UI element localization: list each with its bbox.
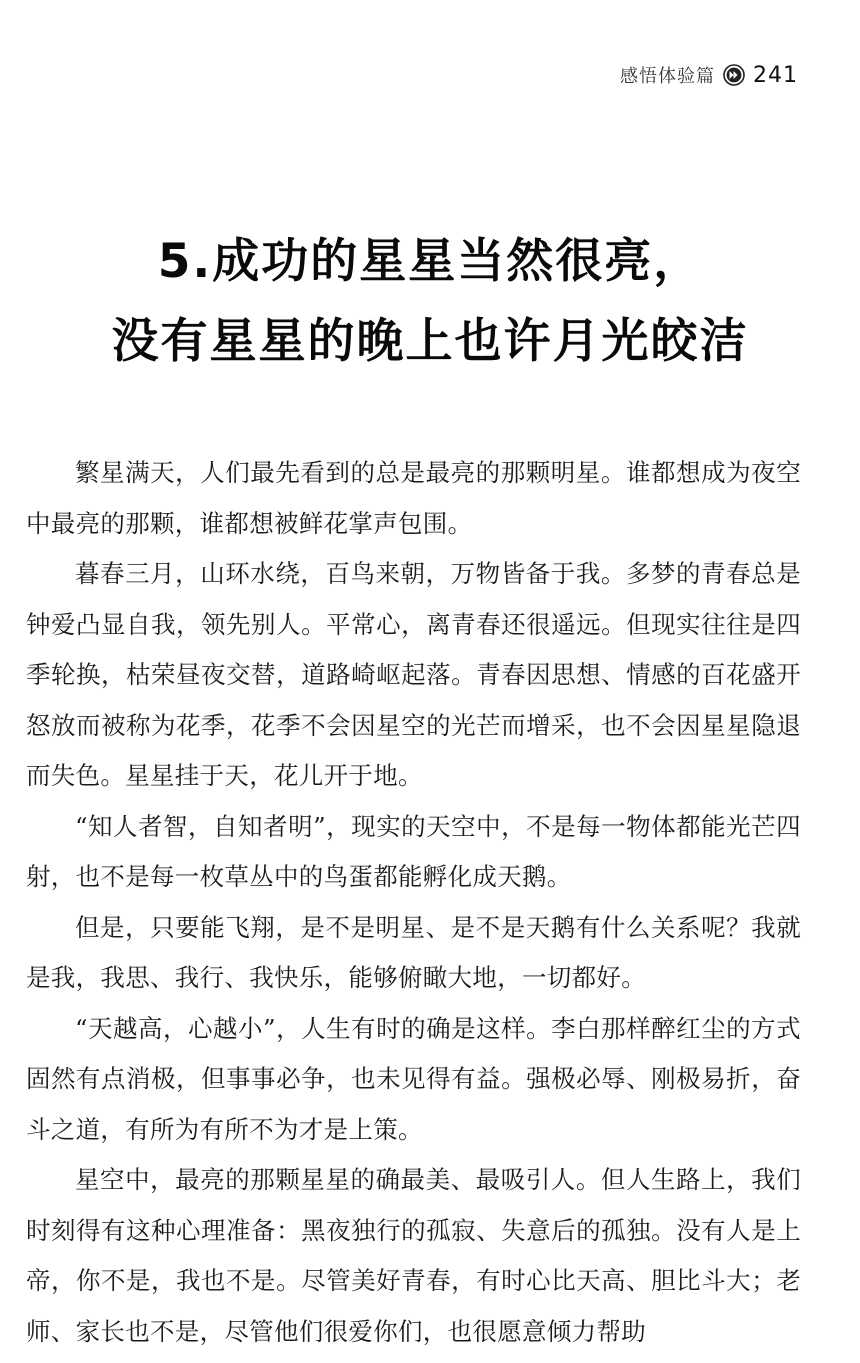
page-header xyxy=(620,62,798,88)
chapter-title-line-1: 5.成功的星星当然很亮， xyxy=(157,234,703,289)
paragraph: 但是，只要能飞翔，是不是明星、是不是天鹅有什么关系呢？我就是我，我思、我行、我快乐，能够俯瞰大地，一切都好。 xyxy=(26,912,801,992)
chapter-title-line-2: 没有星星的晚上也许月光皎洁 xyxy=(111,314,749,369)
body-text xyxy=(26,448,801,1357)
paragraph: 暮春三月，山环水绕，百鸟来朝，万物皆备于我。多梦的青春总是钟爱凸显自我，领先别人。平常心，离青春还很遥远。但现实往往是四季轮换，枯荣昼夜交替，道路崎岖起落。青春因思想、情感的百花盛开怒放而被称为花季，花季不会因星空的光芒而增采，也不会因星星隐退而失色。星星挂于天，花儿开于地。 xyxy=(26,559,801,790)
paragraph: “天越高，心越小”，人生有时的确是这样。李白那样醉红尘的方式固然有点消极，但事事必争，也未见得有益。强极必辱、刚极易折，奋斗之道，有所为有所不为才是上策。 xyxy=(26,1013,801,1144)
paragraph: 星空中，最亮的那颗星星的确最美、最吸引人。但人生路上，我们时刻得有这种心理准备：黑夜独行的孤寂、失意后的孤独。没有人是上帝，你不是，我也不是。尽管美好青春，有时心比天高、胆比斗大；老师、家长也不是，尽管他们很爱你们，也很愿意倾力帮助 xyxy=(26,1165,801,1346)
paragraph: “知人者智，自知者明”，现实的天空中，不是每一物体都能光芒四射，也不是每一枚草丛中的鸟蛋都能孵化成天鹅。 xyxy=(26,811,801,891)
chapter-title xyxy=(0,222,860,382)
section-name: 感悟体验篇 xyxy=(620,66,715,87)
circled-double-arrow-icon xyxy=(723,64,745,86)
page-number: 241 xyxy=(753,62,798,88)
paragraph: 繁星满天，人们最先看到的总是最亮的那颗明星。谁都想成为夜空中最亮的那颗，谁都想被鲜花掌声包围。 xyxy=(26,458,801,538)
